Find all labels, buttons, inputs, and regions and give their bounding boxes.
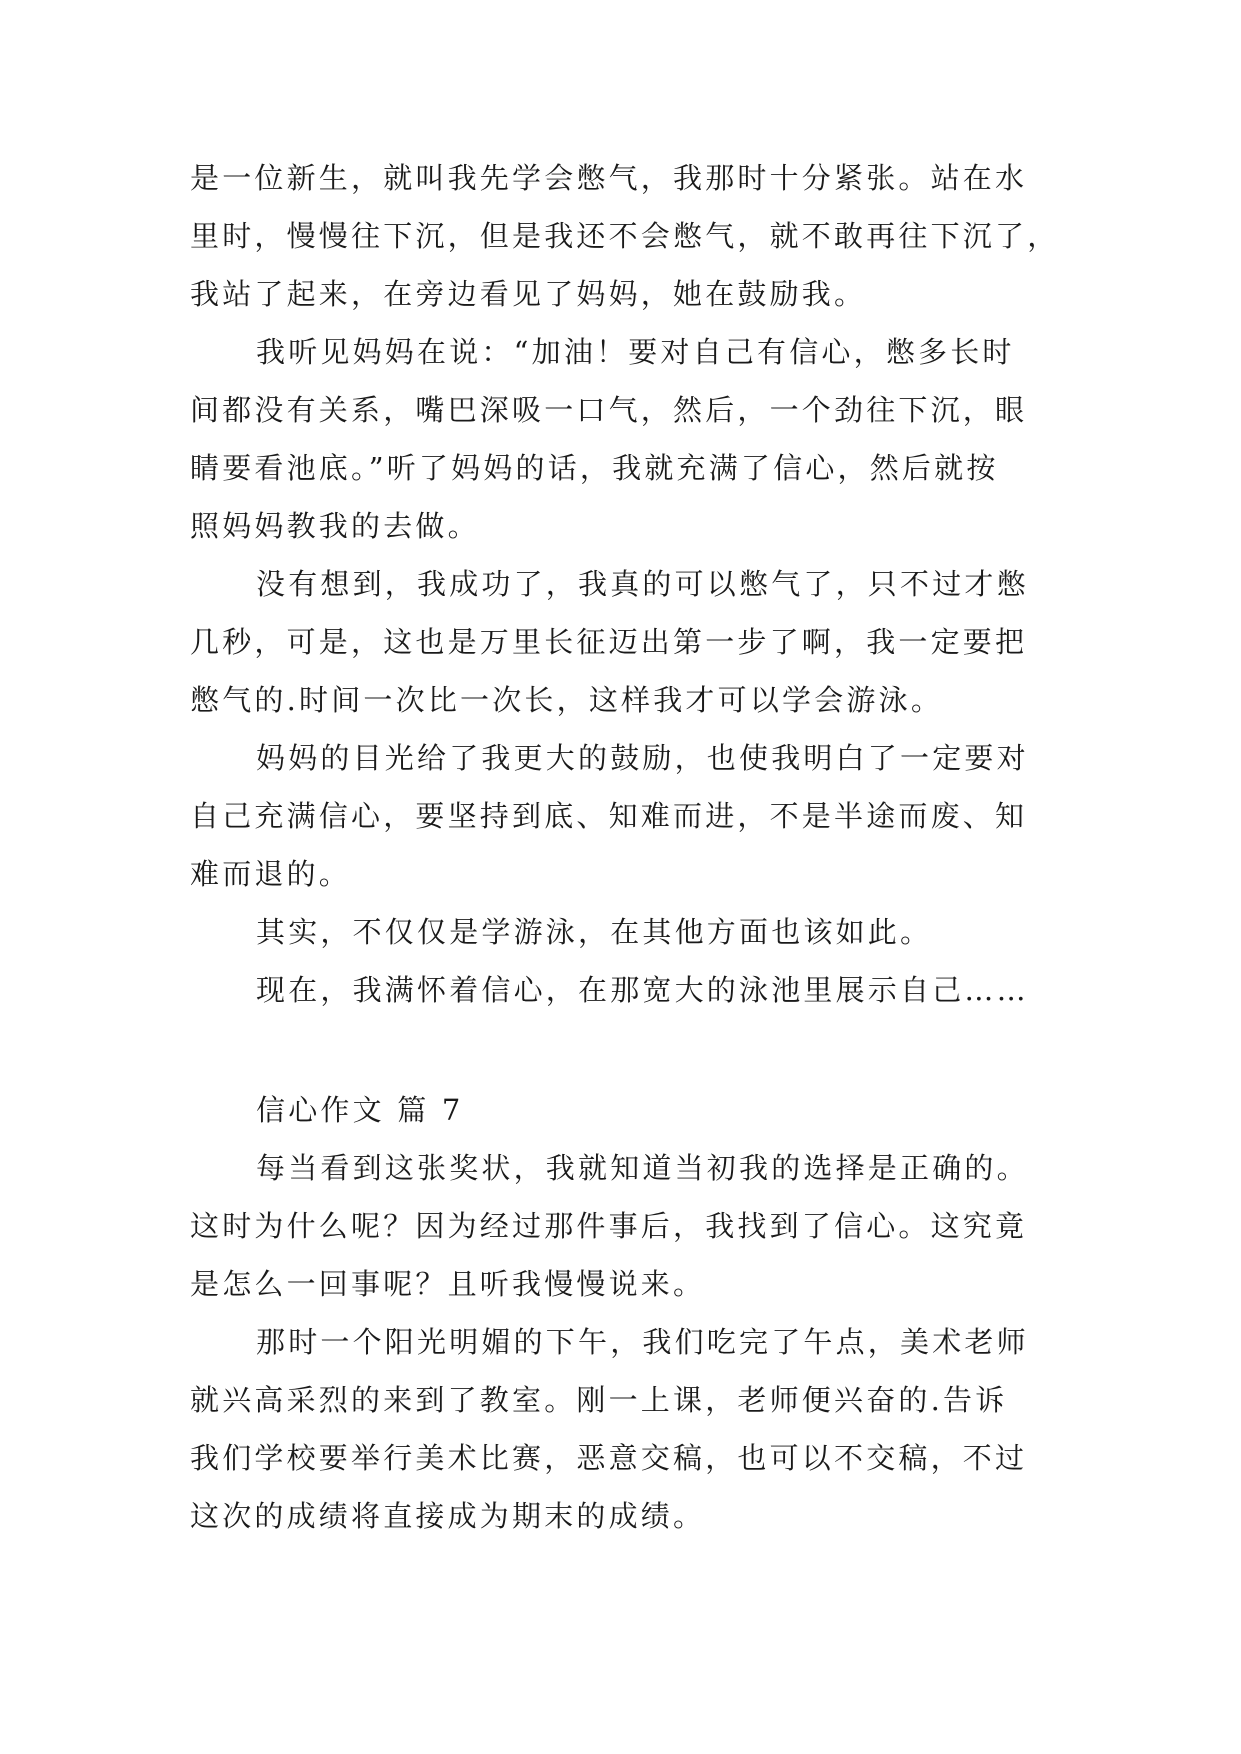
text-line: 难而退的。	[190, 857, 352, 891]
text-line: 照妈妈教我的去做。	[190, 509, 480, 543]
text-line: 几秒，可是，这也是万里长征迈出第一步了啊，我一定要把	[190, 625, 1028, 659]
text-line: 间都没有关系，嘴巴深吸一口气，然后，一个劲往下沉，眼	[190, 393, 1028, 427]
text-line: 妈妈的目光给了我更大的鼓励，也使我明白了一定要对	[256, 741, 1029, 775]
text-line: 其实，不仅仅是学游泳，在其他方面也该如此。	[256, 915, 933, 949]
text-line: 这次的成绩将直接成为期末的成绩。	[190, 1499, 706, 1533]
text-line: 憋气的.时间一次比一次长，这样我才可以学会游泳。	[190, 683, 944, 717]
text-line: 这时为什么呢？因为经过那件事后，我找到了信心。这究竟	[190, 1209, 1028, 1243]
text-line: 我站了起来，在旁边看见了妈妈，她在鼓励我。	[190, 277, 867, 311]
text-line: 是怎么一回事呢？且听我慢慢说来。	[190, 1267, 706, 1301]
text-line: 没有想到，我成功了，我真的可以憋气了，只不过才憋	[256, 567, 1029, 601]
text-line: 我们学校要举行美术比赛，恶意交稿，也可以不交稿，不过	[190, 1441, 1028, 1475]
text-line: 里时，慢慢往下沉，但是我还不会憋气，就不敢再往下沉了，	[190, 219, 1060, 253]
text-line: 那时一个阳光明媚的下午，我们吃完了午点，美术老师	[256, 1325, 1029, 1359]
text-line: 睛要看池底。”听了妈妈的话，我就充满了信心，然后就按	[190, 451, 999, 485]
text-line: 自己充满信心，要坚持到底、知难而进，不是半途而废、知	[190, 799, 1028, 833]
text-line: 是一位新生，就叫我先学会憋气，我那时十分紧张。站在水	[190, 161, 1028, 195]
text-line: 我听见妈妈在说：“加油！要对自己有信心，憋多长时	[256, 335, 1015, 369]
section-heading: 信心作文 篇 7	[256, 1093, 464, 1127]
text-line: 每当看到这张奖状，我就知道当初我的选择是正确的。	[256, 1151, 1029, 1185]
text-line: 现在，我满怀着信心，在那宽大的泳池里展示自己……	[256, 973, 1029, 1007]
text-line: 就兴高采烈的来到了教室。刚一上课，老师便兴奋的.告诉	[190, 1383, 1008, 1417]
